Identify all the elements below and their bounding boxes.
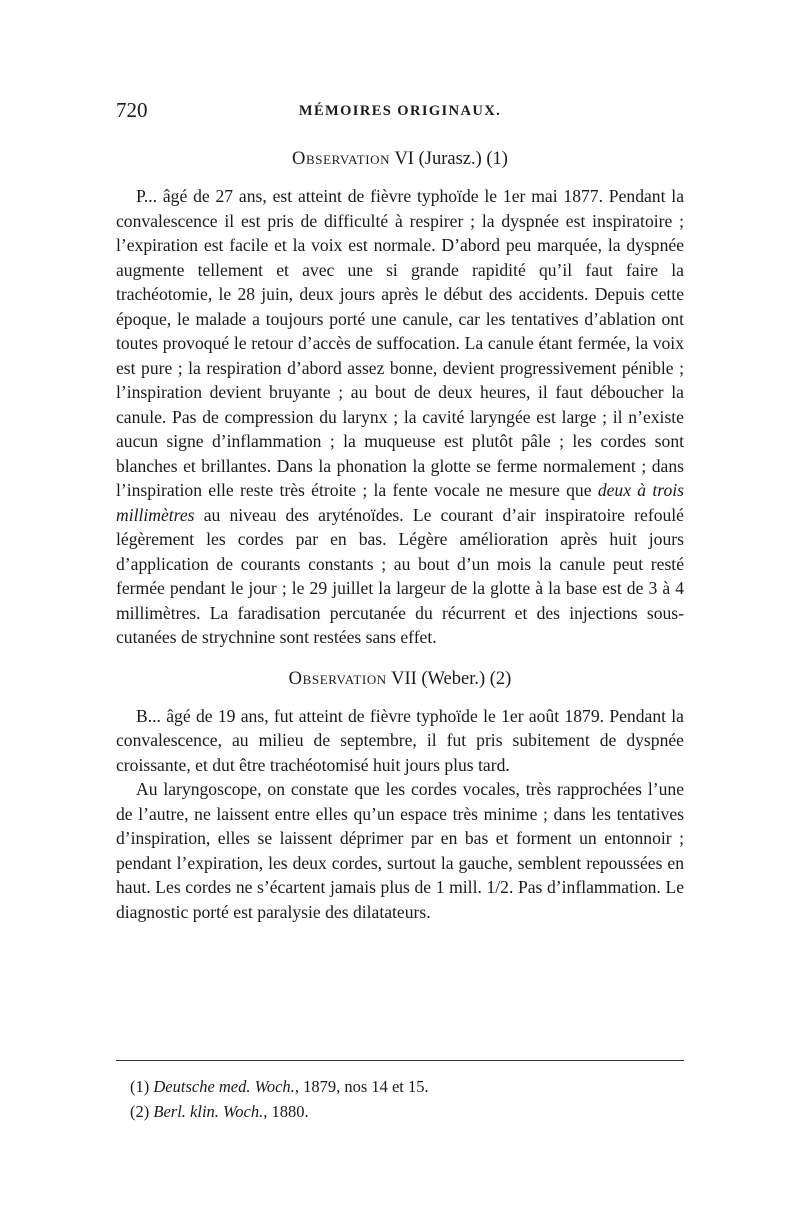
paragraph-text: au niveau des aryténoïdes. Le courant d’air inspiratoire refoulé légèrement les cordes par en bas. Légère amélioration après huit jours d’application de courants constants ; au bout d’un mois la canule peut resté fermée pendant le jour ; le 29 juillet la largeur de la glotte à la base est de 3 à 4 millimètres. La faradisation percutanée du récurrent et des injections sous-cutanées de strychnine sont restées sans effet.	[116, 504, 684, 647]
paragraph	[116, 704, 684, 778]
footnote-source: Berl. klin. Woch.	[153, 1102, 264, 1121]
footnote	[130, 1099, 670, 1124]
observation-title	[116, 146, 684, 172]
paragraph	[116, 777, 684, 924]
running-title: MÉMOIRES ORIGINAUX.	[298, 103, 502, 119]
footnote-detail: , 1880.	[263, 1102, 309, 1121]
footnote-detail: , 1879, nos 14 et 15.	[294, 1077, 429, 1096]
paragraph	[116, 184, 684, 650]
page-number: 720	[116, 98, 148, 122]
footnote-source: Deutsche med. Woch.	[153, 1077, 295, 1096]
observation-number: VII (Weber.) (2)	[386, 668, 512, 689]
footnotes	[130, 1074, 670, 1124]
observation-title	[116, 666, 684, 692]
observation-number: VI (Jurasz.) (1)	[390, 149, 508, 169]
footnote-mark: (2)	[130, 1102, 154, 1121]
observation-label: Observation	[288, 668, 387, 689]
page-body	[116, 146, 684, 924]
footnote-mark: (1)	[130, 1077, 154, 1096]
page-header	[116, 98, 684, 126]
paragraph-text: P... âgé de 27 ans, est atteint de fièvre typhoïde le 1er mai 1877. Pendant la convalescence il est pris de difficulté à respirer ; la dyspnée est inspiratoire ; l’expiration est facile et la voix est normale. D’abord peu marquée, la dyspnée augmente tellement et avec une si grande rapidité qu’il faut faire la trachéotomie, le 28 juin, deux jours après le début des accidents. Depuis cette époque, le malade a toujours porté une canule, car les tentatives d’ablation ont toutes provoqué le retour d’accès de suffocation. La canule étant fermée, la voix est pure ; la respiration d’abord assez bonne, devient progressivement pénible ; l’inspiration devient bruyante ; au bout de deux heures, il faut déboucher la canule. Pas de compression du larynx ; la cavité laryngée est large ; il n’existe aucun signe d’inflammation ; la muqueuse est plutôt pâle ; les cordes sont blanches et brillantes. Dans la phonation la glotte se ferme normalement ; dans l’inspiration elle reste très étroite ; la fente vocale ne mesure que	[116, 186, 684, 500]
paragraph-emphasis: deux à trois millimètres	[116, 480, 684, 525]
observation-label: Observation	[292, 149, 391, 169]
footnote	[130, 1074, 670, 1099]
footnote-rule	[116, 1060, 684, 1061]
paragraph-text: B... âgé de 19 ans, fut atteint de fièvre typhoïde le 1er août 1879. Pendant la convalescence, au milieu de septembre, il fut pris subitement de dyspnée croissante, et dut être trachéotomisé huit jours plus tard.	[116, 705, 684, 775]
paragraph-text: Au laryngoscope, on constate que les cordes vocales, très rapprochées l’une de l’autre, ne laissent entre elles qu’un espace très minime ; dans les tentatives d’inspiration, elles se laissent déprimer par en bas et forment un entonnoir ; pendant l’expiration, les deux cordes, surtout la gauche, semblent repoussées en haut. Les cordes ne s’écartent jamais plus de 1 mill. 1/2. Pas d’inflammation. Le diagnostic porté est paralysie des dilatateurs.	[116, 779, 684, 922]
